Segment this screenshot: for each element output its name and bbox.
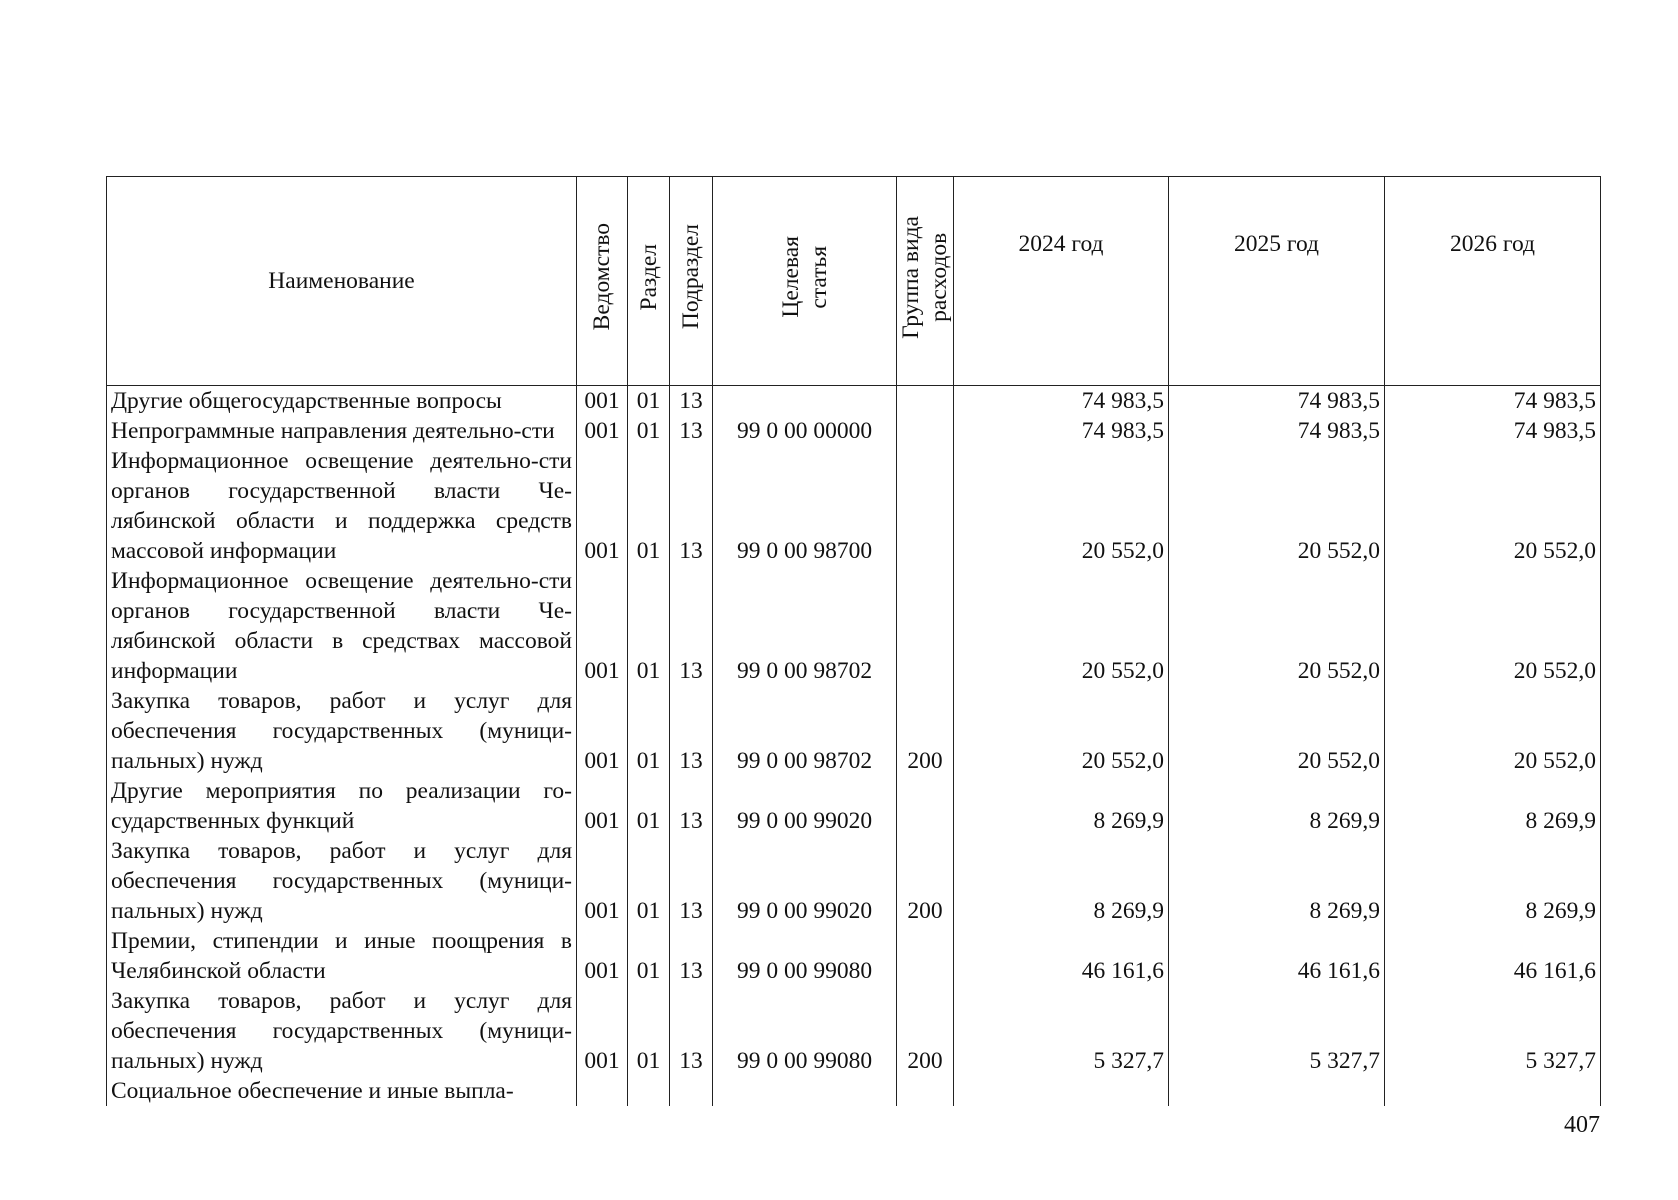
row-section: 01 [628, 416, 670, 446]
row-dept: 001 [577, 386, 628, 417]
row-dept: 001 [577, 926, 628, 986]
row-amount-2025: 8 269,9 [1169, 776, 1385, 836]
row-amount-2025: 8 269,9 [1169, 836, 1385, 926]
row-subsection: 13 [670, 986, 713, 1076]
row-section: 01 [628, 926, 670, 986]
row-subsection: 13 [670, 686, 713, 776]
row-group [897, 566, 954, 686]
row-group: 200 [897, 686, 954, 776]
row-amount-2024: 46 161,6 [954, 926, 1169, 986]
row-section: 01 [628, 776, 670, 836]
header-subsection: Подраздел [670, 177, 713, 386]
row-target: 99 0 00 98700 [713, 446, 897, 566]
row-section: 01 [628, 986, 670, 1076]
row-section [628, 1076, 670, 1106]
row-name: Закупка товаров, работ и услуг для обеспечения государственных (муници-пальных) нужд [107, 686, 577, 776]
row-amount-2026: 74 983,5 [1385, 386, 1601, 417]
row-amount-2024: 5 327,7 [954, 986, 1169, 1076]
row-name: Другие общегосударственные вопросы [107, 386, 577, 417]
row-group [897, 926, 954, 986]
header-2025: 2025 год [1169, 177, 1385, 386]
header-2026: 2026 год [1385, 177, 1601, 386]
row-subsection: 13 [670, 566, 713, 686]
row-amount-2026: 8 269,9 [1385, 776, 1601, 836]
row-dept: 001 [577, 686, 628, 776]
row-target: 99 0 00 99020 [713, 776, 897, 836]
row-group [897, 386, 954, 417]
row-group [897, 1076, 954, 1106]
row-amount-2024: 20 552,0 [954, 446, 1169, 566]
page-number: 407 [1564, 1112, 1600, 1138]
row-dept: 001 [577, 566, 628, 686]
row-group: 200 [897, 836, 954, 926]
row-amount-2026: 20 552,0 [1385, 446, 1601, 566]
row-amount-2026: 8 269,9 [1385, 836, 1601, 926]
table-row [107, 776, 1601, 836]
row-amount-2024: 74 983,5 [954, 416, 1169, 446]
row-name: Закупка товаров, работ и услуг для обеспечения государственных (муници-пальных) нужд [107, 986, 577, 1076]
row-target: 99 0 00 99080 [713, 926, 897, 986]
row-dept: 001 [577, 986, 628, 1076]
row-dept [577, 1076, 628, 1106]
row-subsection: 13 [670, 446, 713, 566]
row-amount-2025: 5 327,7 [1169, 986, 1385, 1076]
row-subsection: 13 [670, 416, 713, 446]
budget-table [106, 176, 1601, 1106]
row-amount-2025: 74 983,5 [1169, 416, 1385, 446]
row-amount-2025: 20 552,0 [1169, 446, 1385, 566]
row-target: 99 0 00 99080 [713, 986, 897, 1076]
row-amount-2026: 74 983,5 [1385, 416, 1601, 446]
table-row [107, 416, 1601, 446]
row-subsection: 13 [670, 386, 713, 417]
row-target: 99 0 00 98702 [713, 686, 897, 776]
row-subsection: 13 [670, 836, 713, 926]
row-group: 200 [897, 986, 954, 1076]
table-row [107, 986, 1601, 1076]
row-subsection: 13 [670, 926, 713, 986]
row-amount-2026: 20 552,0 [1385, 686, 1601, 776]
row-dept: 001 [577, 416, 628, 446]
row-section: 01 [628, 446, 670, 566]
row-group [897, 776, 954, 836]
table-row [107, 386, 1601, 417]
table-row [107, 686, 1601, 776]
row-amount-2024 [954, 1076, 1169, 1106]
row-amount-2024: 8 269,9 [954, 776, 1169, 836]
row-section: 01 [628, 836, 670, 926]
table-row [107, 1076, 1601, 1106]
row-amount-2024: 8 269,9 [954, 836, 1169, 926]
table-row [107, 836, 1601, 926]
row-name: Непрограммные направления деятельно-сти [107, 416, 577, 446]
row-name: Премии, стипендии и иные поощрения в Челябинской области [107, 926, 577, 986]
header-dept: Ведомство [577, 177, 628, 386]
row-subsection [670, 1076, 713, 1106]
header-name: Наименование [107, 177, 577, 386]
header-target: Целевая статья [713, 177, 897, 386]
row-dept: 001 [577, 776, 628, 836]
row-amount-2026: 5 327,7 [1385, 986, 1601, 1076]
row-amount-2025: 46 161,6 [1169, 926, 1385, 986]
row-name: Другие мероприятия по реализации го-сударственных функций [107, 776, 577, 836]
row-name: Закупка товаров, работ и услуг для обеспечения государственных (муници-пальных) нужд [107, 836, 577, 926]
row-amount-2025: 20 552,0 [1169, 566, 1385, 686]
table-body [107, 386, 1601, 1107]
row-target [713, 386, 897, 417]
row-section: 01 [628, 686, 670, 776]
header-group: Группа вида расходов [897, 177, 954, 386]
row-amount-2026: 46 161,6 [1385, 926, 1601, 986]
row-target: 99 0 00 00000 [713, 416, 897, 446]
table-row [107, 926, 1601, 986]
row-amount-2025: 74 983,5 [1169, 386, 1385, 417]
row-group [897, 446, 954, 566]
row-section: 01 [628, 566, 670, 686]
row-amount-2024: 20 552,0 [954, 566, 1169, 686]
table-row [107, 446, 1601, 566]
row-target [713, 1076, 897, 1106]
table-header [107, 177, 1601, 386]
row-amount-2024: 74 983,5 [954, 386, 1169, 417]
row-subsection: 13 [670, 776, 713, 836]
row-name: Информационное освещение деятельно-сти органов государственной власти Че-лябинской области в средствах массовой информации [107, 566, 577, 686]
row-amount-2025 [1169, 1076, 1385, 1106]
row-group [897, 416, 954, 446]
header-section: Раздел [628, 177, 670, 386]
row-name: Социальное обеспечение и иные выпла- [107, 1076, 577, 1106]
table-row [107, 566, 1601, 686]
row-target: 99 0 00 99020 [713, 836, 897, 926]
row-amount-2026 [1385, 1076, 1601, 1106]
row-amount-2026: 20 552,0 [1385, 566, 1601, 686]
row-dept: 001 [577, 836, 628, 926]
row-amount-2025: 20 552,0 [1169, 686, 1385, 776]
row-name: Информационное освещение деятельно-сти органов государственной власти Че-лябинской области и поддержка средств массовой информации [107, 446, 577, 566]
row-target: 99 0 00 98702 [713, 566, 897, 686]
header-2024: 2024 год [954, 177, 1169, 386]
row-dept: 001 [577, 446, 628, 566]
row-amount-2024: 20 552,0 [954, 686, 1169, 776]
row-section: 01 [628, 386, 670, 417]
